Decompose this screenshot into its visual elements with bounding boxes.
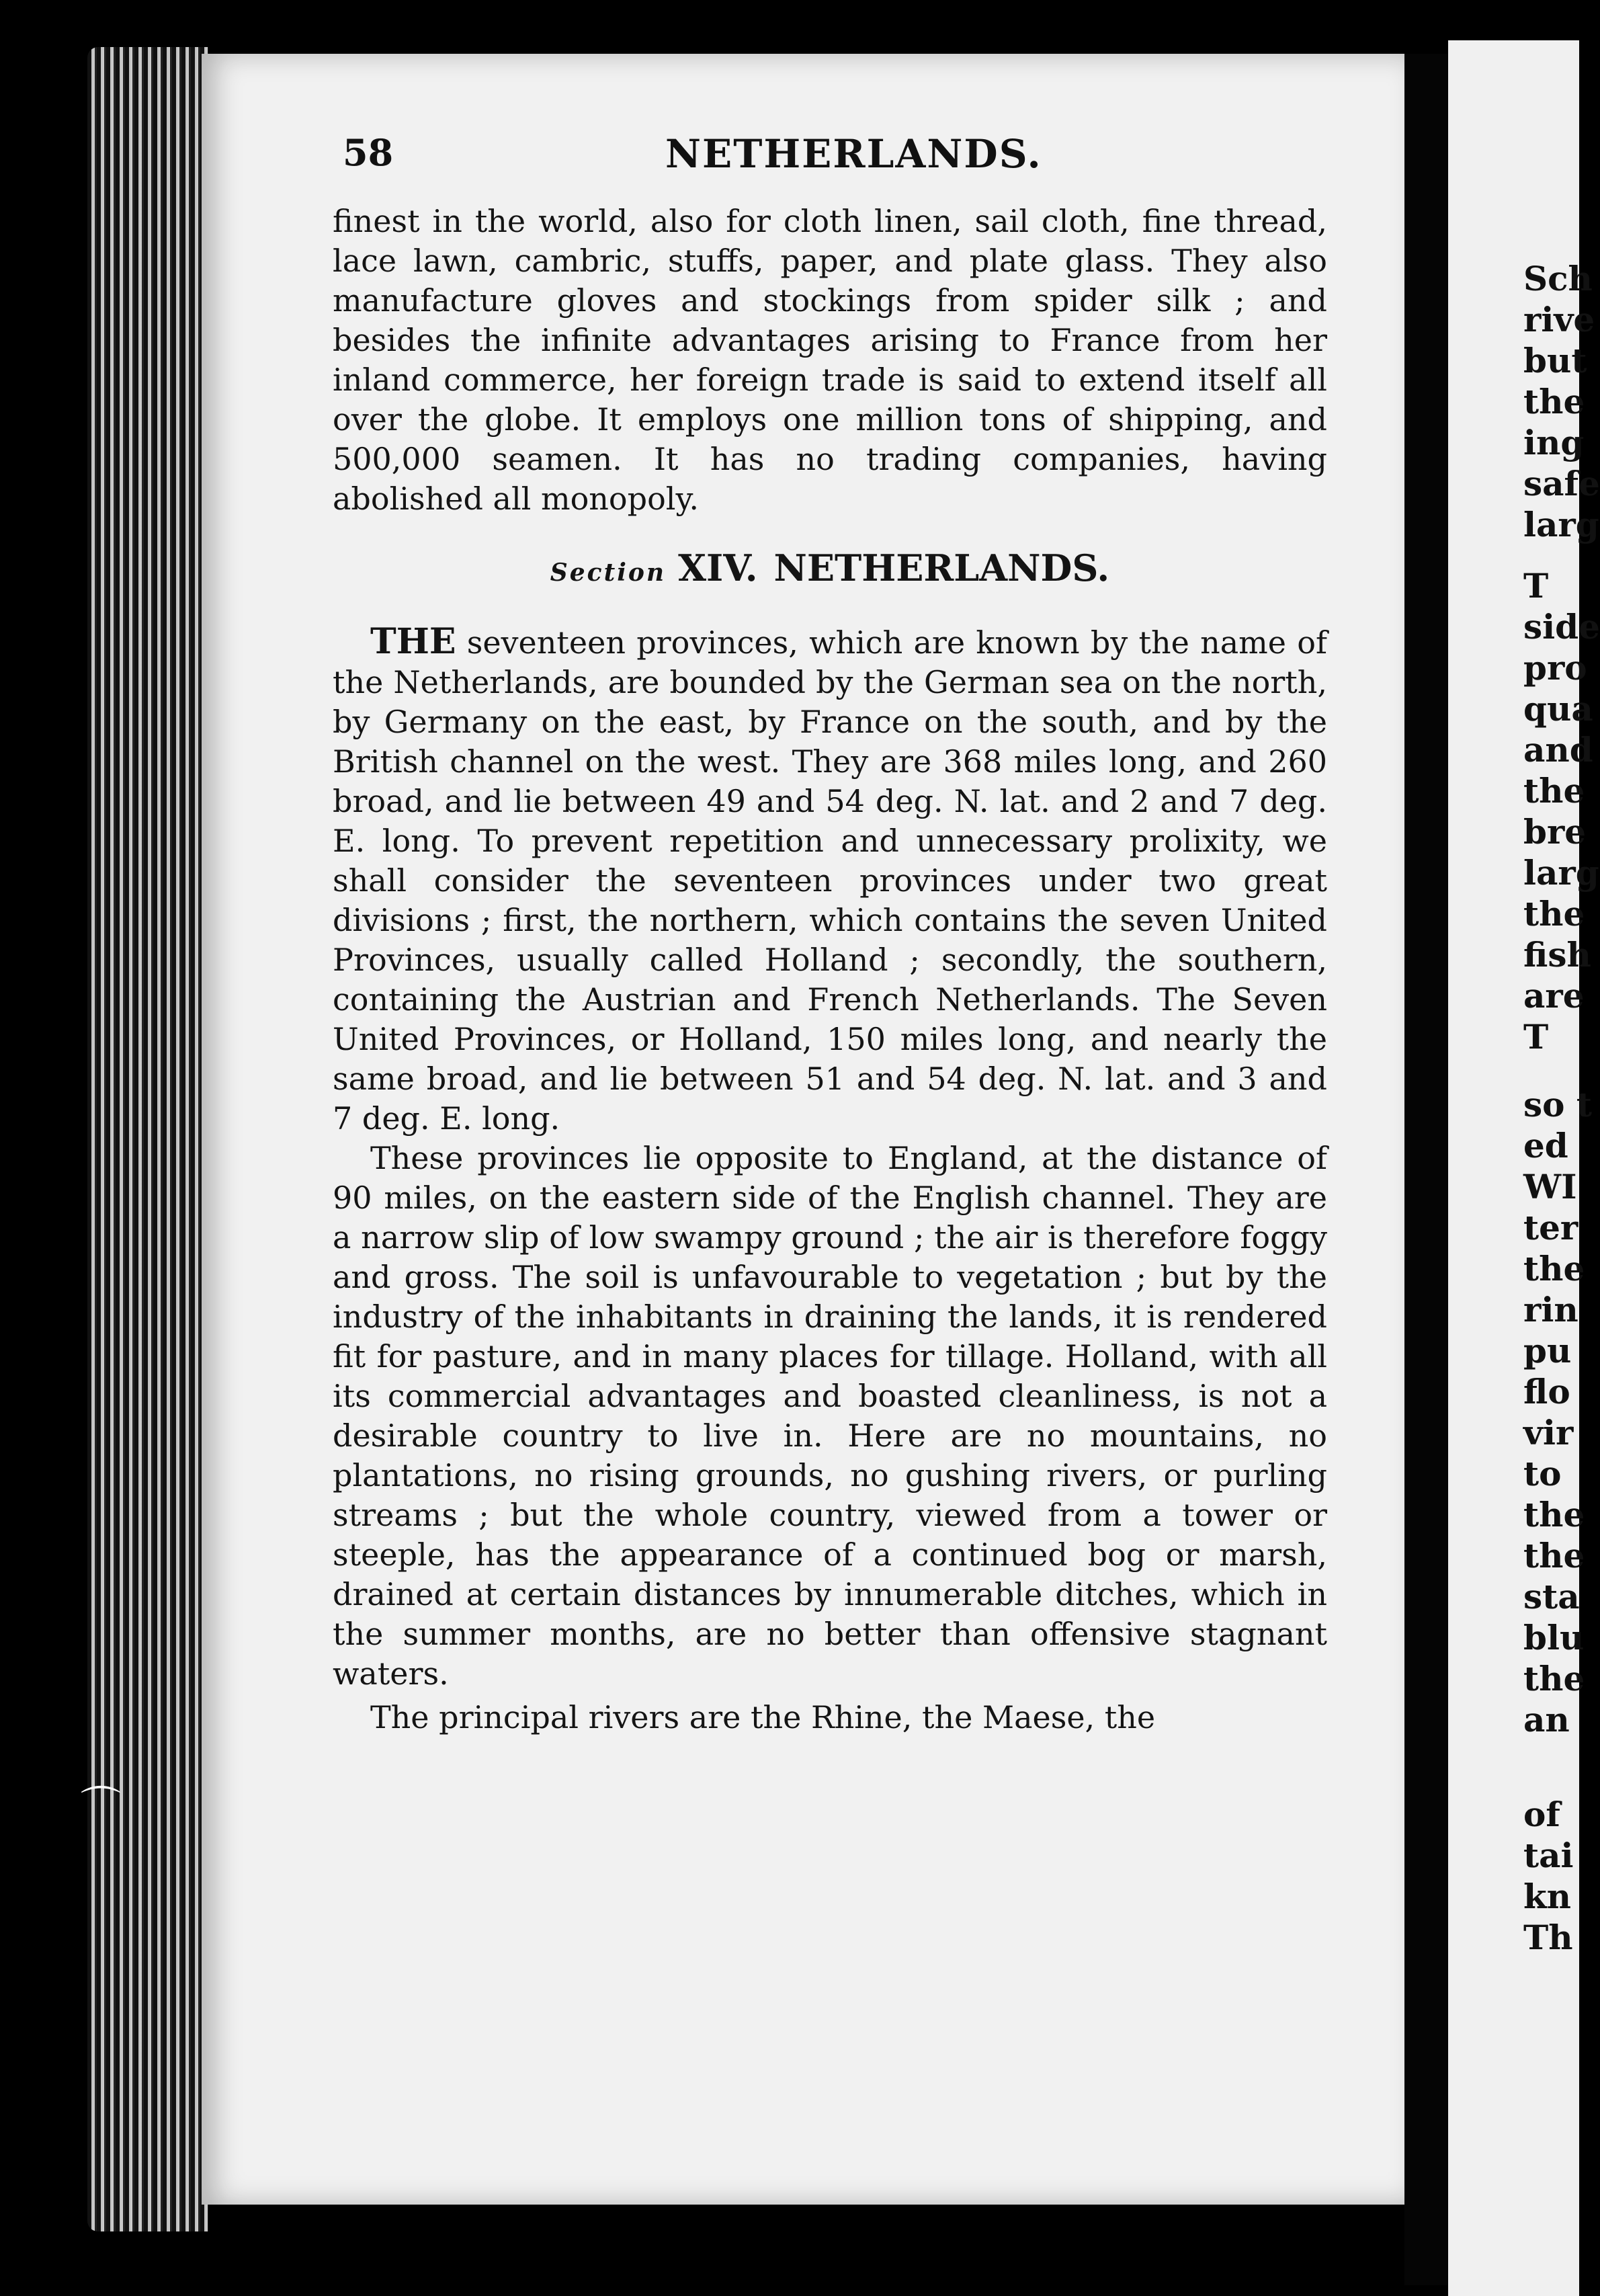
facing-page-fragment: T: [1523, 566, 1549, 606]
facing-page-fragment: are: [1523, 976, 1585, 1016]
facing-page-fragment: but: [1523, 341, 1587, 380]
facing-page-fragment: pro: [1523, 648, 1587, 688]
facing-page-fragment: larg: [1523, 505, 1599, 544]
facing-page-fragment: fish: [1523, 935, 1591, 975]
facing-page-fragment: and: [1523, 730, 1593, 770]
page-header: [343, 131, 1351, 185]
paragraph-text: The principal rivers are the Rhine, the Maese, the: [370, 1699, 1156, 1735]
scan-left-border: [0, 0, 94, 2296]
facing-page: [1448, 40, 1600, 2296]
facing-page-fragment: the: [1523, 1659, 1585, 1698]
scan-mark: ⌒: [81, 1783, 121, 1830]
book-gutter: [1404, 54, 1448, 2285]
facing-page-fragment: ing: [1523, 423, 1585, 462]
facing-page-fragment: bre: [1523, 812, 1587, 852]
facing-page-fragment: WI: [1523, 1167, 1577, 1206]
facing-page-fragment: safe: [1523, 464, 1600, 503]
facing-page-fragment: so t: [1523, 1085, 1593, 1124]
facing-page-fragment: sta: [1523, 1577, 1580, 1616]
facing-page-fragment: the: [1523, 894, 1585, 934]
facing-page-fragment: to: [1523, 1454, 1562, 1493]
facing-page-fragment: larg: [1523, 853, 1599, 893]
facing-page-fragment: Th: [1523, 1918, 1573, 1957]
facing-page-fragment: Sch: [1523, 259, 1593, 298]
facing-page-fragment: rive: [1523, 300, 1595, 339]
section-number: XIV.: [678, 546, 758, 589]
facing-page-fragment: side: [1523, 607, 1600, 647]
facing-page-fragment: qua: [1523, 689, 1593, 729]
facing-page-fragment: the: [1523, 382, 1585, 421]
facing-page-fragment: vir: [1523, 1413, 1574, 1452]
facing-page-fragment: ed: [1523, 1126, 1568, 1165]
running-head: NETHERLANDS.: [665, 131, 1042, 177]
facing-page-fragment: the: [1523, 771, 1585, 811]
facing-page-fragment: blu: [1523, 1618, 1585, 1657]
paragraph-text: seventeen provinces, which are known by the name of the Netherlands, are bounded by the German sea on the north, by Germany on the east, by France on the south, and by the British channel on the west. They are 368 miles long, and 260 broad, and lie between 49 and 54 deg. N. lat. and 2 and 7 deg. E. long. To prevent repetition and unnecessary prolixity, we shall consider the seventeen provinces under two great divisions ; first, the northern, which contains the seven United Provinces, usually called Holland ; secondly, the southern, containing the Austrian and French Netherlands. The Seven United Provinces, or Holland, 150 miles long, and nearly the same broad, and lie between 51 and 54 deg. N. lat. and 3 and 7 deg. E. long.: [333, 624, 1327, 1137]
continuation-paragraph: finest in the world, also for cloth linen, sail cloth, fine thread, lace lawn, cambric, stuffs, paper, and plate glass. They also manufacture gloves and stockings from spider silk ; and besides the infinite advantages arising to France from her inland commerce, her foreign trade is said to extend itself all over the globe. It employs one million tons of shipping, and 500,000 seamen. It has no trading companies, having abolished all monopoly.: [333, 203, 1327, 517]
paragraph-lead-word: THE: [370, 621, 456, 662]
facing-page-fragment: pu: [1523, 1331, 1572, 1370]
facing-page-fragment: an: [1523, 1700, 1570, 1739]
paragraph-geography: [333, 1139, 1327, 1694]
section-label: Section: [550, 559, 667, 587]
facing-page-fragment: kn: [1523, 1877, 1571, 1916]
paragraph-rivers: [333, 1698, 1327, 1737]
paragraph-text: These provinces lie opposite to England, at the distance of 90 miles, on the eastern side of the English channel. They are a narrow slip of low swampy ground ; the air is therefore foggy and gross. The soil is unfavourable to vegetation ; but by the industry of the inhabitants in draining the lands, it is rendered fit for pasture, and in many places for tillage. Holland, with all its commercial advantages and boasted cleanliness, is not a desirable country to live in. Here are no mountains, no plantations, no rising grounds, no gushing rivers, or purling streams ; but the whole country, viewed from a tower or steeple, has the appearance of a continued bog or marsh, drained at certain distances by innumerable ditches, which in the summer months, are no better than offensive stagnant waters.: [333, 1140, 1327, 1692]
facing-page-fragment: the: [1523, 1249, 1585, 1288]
facing-page-fragment: ter: [1523, 1208, 1578, 1247]
book-page-edges: [87, 47, 208, 2231]
facing-page-fragment: the: [1523, 1495, 1585, 1534]
facing-page-fragment: of: [1523, 1795, 1560, 1834]
section-heading: [333, 544, 1327, 596]
facing-page-fragment: the: [1523, 1536, 1585, 1575]
scan-top-border: [0, 0, 1579, 47]
facing-page-fragment: tai: [1523, 1836, 1574, 1875]
page-body: [333, 202, 1327, 1737]
paragraph-boundaries: [333, 622, 1327, 1139]
page-number: 58: [343, 131, 394, 174]
facing-page-fragment: rin: [1523, 1290, 1578, 1329]
facing-page-fragment: flo: [1523, 1372, 1570, 1411]
facing-page-fragment: T: [1523, 1017, 1549, 1057]
section-title: NETHERLANDS.: [773, 546, 1110, 589]
